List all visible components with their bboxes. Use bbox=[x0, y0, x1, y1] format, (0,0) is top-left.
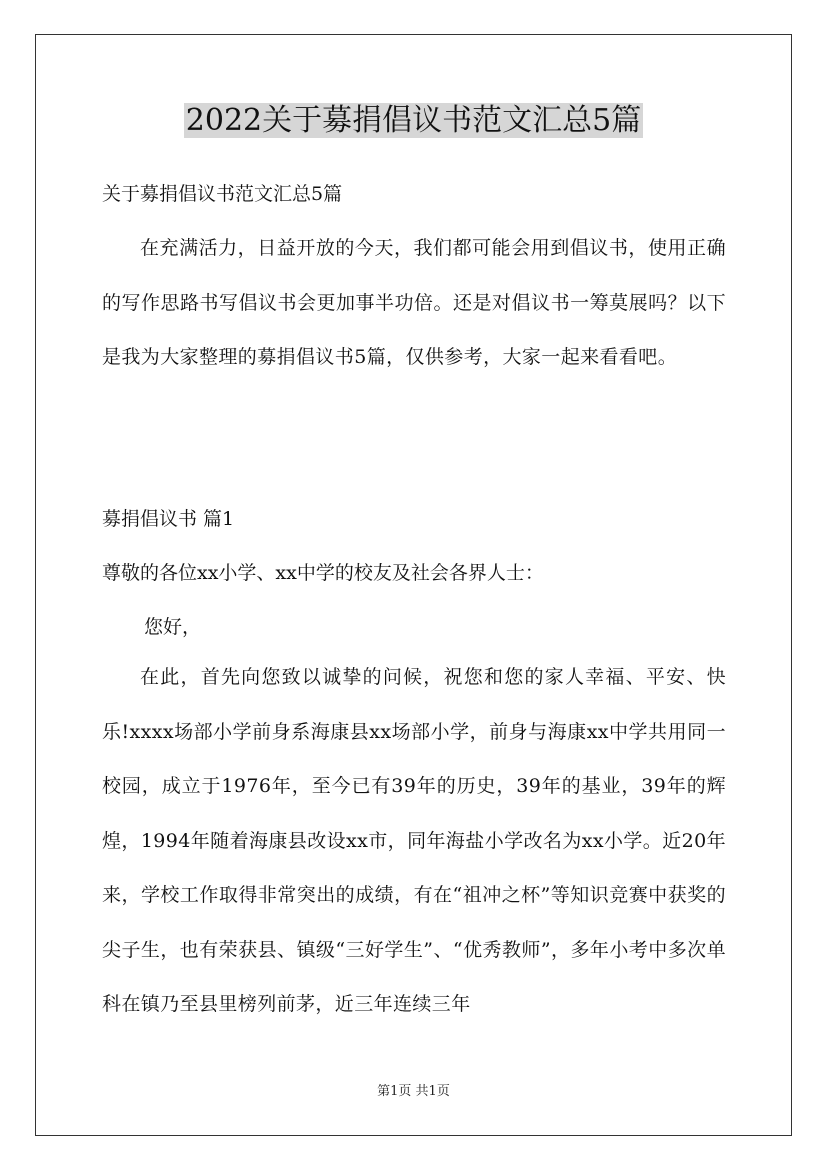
document-subtitle: 关于募捐倡议书范文汇总5篇 bbox=[102, 183, 343, 205]
salutation: 尊敬的各位xx小学、xx中学的校友及社会各界人士： bbox=[102, 562, 544, 584]
greeting: 您好， bbox=[144, 616, 202, 638]
section-heading: 募捐倡议书 篇1 bbox=[102, 508, 235, 530]
intro-paragraph: 在充满活力，日益开放的今天，我们都可能会用到倡议书，使用正确的写作思路书写倡议书会更加事半功倍。还是对倡议书一筹莫展吗？以下是我为大家整理的募捐倡议书5篇，仅供参考，大家一起来看看吧。 bbox=[102, 237, 726, 368]
page-footer: 第1页 共1页 bbox=[377, 1084, 450, 1099]
body-paragraph: 在此，首先向您致以诚挚的问候，祝您和您的家人幸福、平安、快乐!xxxx场部小学前身系海康县xx场部小学，前身与海康xx中学共用同一校园，成立于1976年，至今已有39年的历史，39年的基业，39年的辉煌，1994年随着海康县改设xx市，同年海盐小学改名为xx小学。近20年来，学校工作取得非常突出的成绩，有在“祖冲之杯”等知识竞赛中获奖的尖子生，也有荣获县、镇级“三好学生”、“优秀教师”，多年小考中多次单科在镇乃至县里榜列前茅，近三年连续三年 bbox=[102, 666, 726, 1015]
document-title bbox=[0, 96, 827, 146]
document-title-text: 2022关于募捐倡议书范文汇总5篇 bbox=[185, 103, 642, 138]
